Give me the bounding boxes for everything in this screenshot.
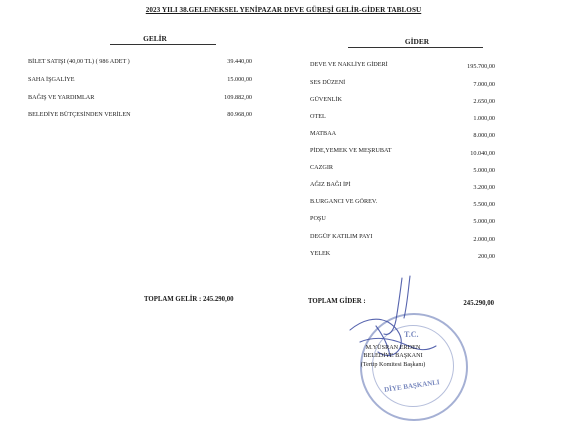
expense-amount-vest: 200,00	[477, 253, 495, 260]
expense-label-hotel: OTEL	[310, 113, 326, 120]
income-amount-area-occupancy: 15.000,00	[227, 76, 252, 83]
expense-label-rope-makers: B.URGANCI VE GÖREV.	[310, 198, 378, 205]
expense-label-posu: POŞU	[310, 215, 326, 222]
income-heading: GELİR	[143, 34, 167, 43]
expense-label-sound-system: SES DÜZENİ	[310, 79, 346, 86]
expense-amount-degüf-fee: 2.000,00	[473, 236, 495, 243]
expense-heading: GİDER	[404, 37, 430, 46]
expense-label-food-drinks: PİDE,YEMEK VE MEŞRUBAT	[310, 147, 392, 154]
expense-amount-printing: 8.000,00	[473, 132, 495, 139]
expense-amount-hotel: 1.000,00	[473, 115, 495, 122]
expense-label-degüf-fee: DEGÜF KATILIM PAYI	[310, 233, 373, 240]
expense-label-printing: MATBAA	[310, 130, 337, 137]
expense-label-mouth-rope: AĞIZ BAĞI İPİ	[310, 181, 351, 188]
expense-amount-rope-makers: 5.500,00	[473, 201, 495, 208]
signature-block	[338, 344, 448, 369]
income-heading-underline	[110, 44, 216, 45]
expense-amount-sound-system: 7.000,00	[473, 81, 495, 88]
expense-amount-security: 2.650,00	[473, 98, 495, 105]
expense-label-security: GÜVENLİK	[310, 96, 342, 103]
expense-amount-cazgir: 5.000,00	[473, 167, 495, 174]
expense-total-amount: 245.290,00	[463, 300, 494, 307]
income-label-donations: BAĞIŞ VE YARDIMLAR	[28, 94, 95, 101]
income-total-amount: 245.290,00	[202, 296, 234, 303]
seal-top-text: T.C.	[404, 330, 419, 339]
signatory-role: (Tertip Komitesi Başkanı)	[360, 360, 426, 368]
income-label-municipal-budget: BELEDİYE BÜTÇESİNDEN VERİLEN	[28, 111, 131, 118]
expense-amount-posu: 5.000,00	[473, 218, 495, 225]
income-amount-donations: 109.882,00	[224, 94, 252, 101]
expense-heading-underline	[348, 47, 483, 48]
expense-label-cazgir: CAZGIR	[310, 164, 334, 171]
expense-label-camel-transport: DEVE VE NAKLİYE GİDERİ	[310, 61, 388, 68]
expense-amount-camel-transport: 195.700,00	[467, 63, 495, 70]
expense-label-vest: YELEK	[310, 250, 331, 257]
income-total	[144, 296, 234, 303]
income-label-ticket-sales: BİLET SATIŞI (40,00 TL) ( 986 ADET )	[28, 58, 130, 65]
expense-amount-food-drinks: 10.040,00	[470, 150, 495, 157]
expense-amount-mouth-rope: 3.200,00	[473, 184, 495, 191]
seal-bottom-text: DİYE BAŞKANLI	[383, 378, 441, 394]
expense-total-label: TOPLAM GİDER :	[308, 298, 366, 305]
signatory-title: BELEDİYE BAŞKANI	[363, 352, 423, 360]
income-label-area-occupancy: SAHA İŞGALİYE	[28, 76, 75, 83]
signatory-name: M.YÜSRAN ERDEN	[365, 344, 421, 351]
income-amount-municipal-budget: 80.968,00	[227, 111, 252, 118]
income-amount-ticket-sales: 39.440,00	[227, 58, 252, 65]
income-total-label: TOPLAM GELİR :	[144, 296, 202, 303]
document-title: 2023 YILI 38.GELENEKSEL YENİPAZAR DEVE GÜREŞİ GELİR-GİDER TABLOSU	[145, 6, 422, 14]
